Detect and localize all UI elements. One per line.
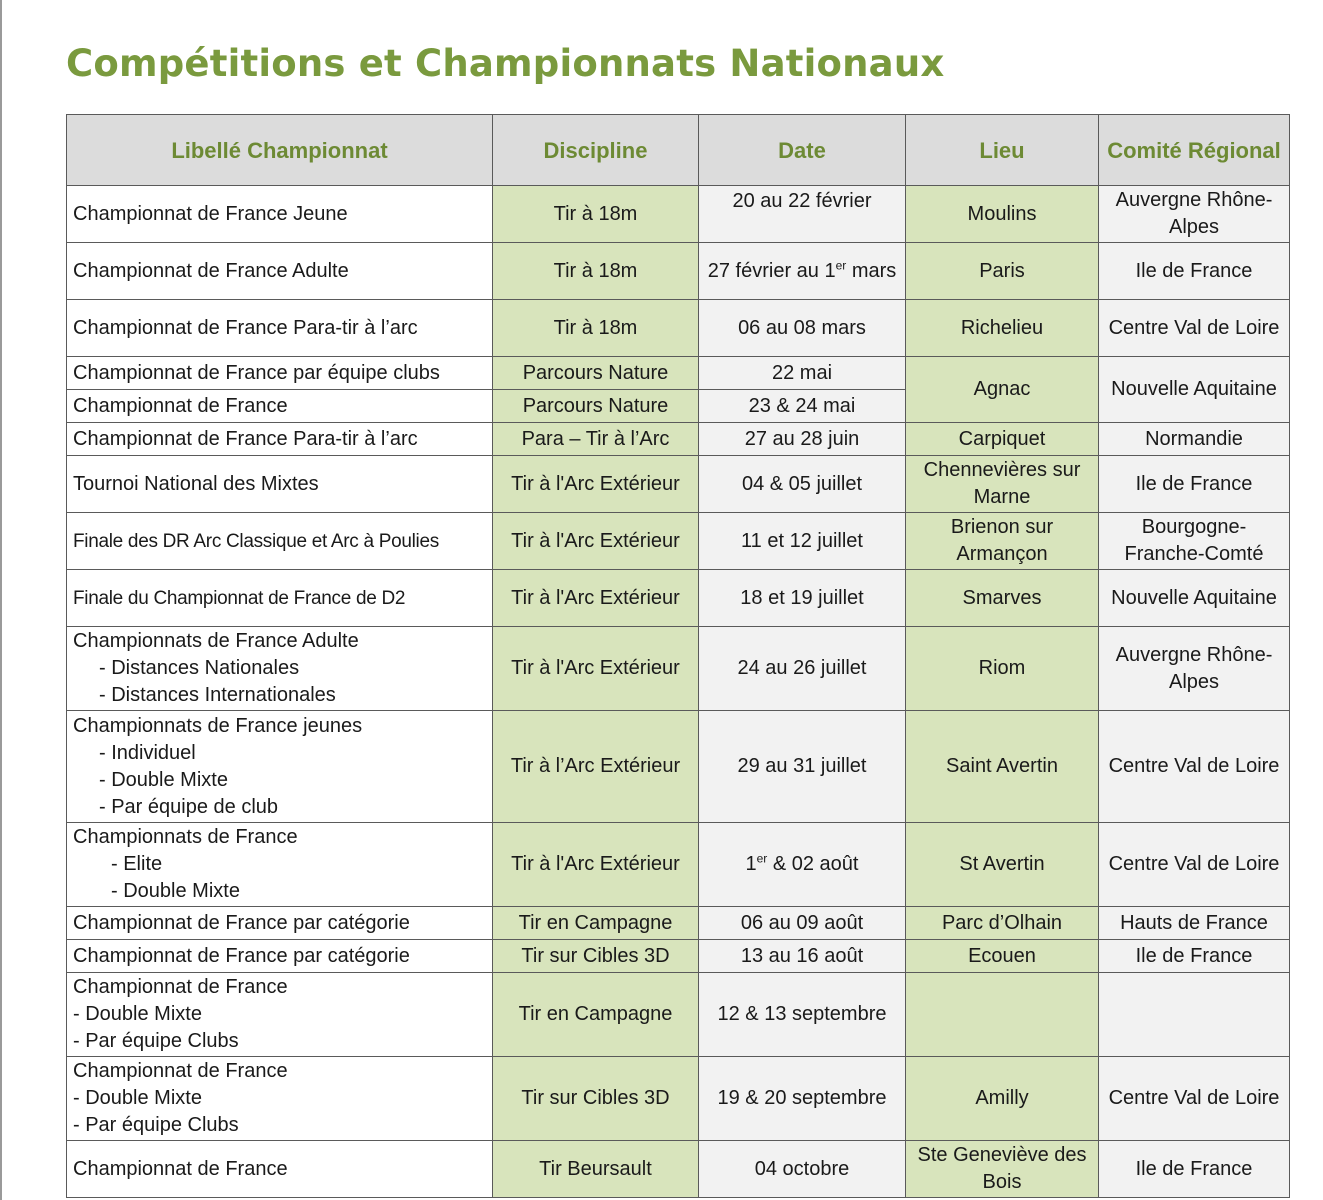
table-row: [67, 973, 1290, 1057]
cell-discipline: Tir à l'Arc Extérieur: [493, 627, 699, 711]
header-label: Libellé Championnat: [67, 115, 493, 186]
date-text: 27 février au 1: [707, 259, 836, 282]
cell-comite: Normandie: [1099, 423, 1290, 456]
cell-comite: Ile de France: [1099, 243, 1290, 300]
date-text-end: mars: [846, 259, 897, 282]
cell-discipline: Tir à 18m: [493, 186, 699, 243]
table-row: [67, 300, 1290, 357]
label-main: Championnats de France jeunes: [73, 714, 363, 737]
cell-discipline: Tir à l'Arc Extérieur: [493, 823, 699, 907]
cell-lieu: Moulins: [906, 186, 1099, 243]
label-sub-item: - Double Mixte: [73, 1003, 202, 1025]
cell-comite: Auvergne Rhône-Alpes: [1099, 186, 1290, 243]
header-lieu: Lieu: [906, 115, 1099, 186]
cell-date: 12 & 13 septembre: [699, 973, 906, 1057]
cell-lieu: Carpiquet: [906, 423, 1099, 456]
cell-comite: Nouvelle Aquitaine: [1099, 570, 1290, 627]
label-sub-item: - Elite: [111, 853, 163, 875]
cell-discipline: Tir sur Cibles 3D: [493, 940, 699, 973]
cell-date: 04 & 05 juillet: [699, 456, 906, 513]
cell-label: [67, 1057, 493, 1141]
cell-date: 29 au 31 juillet: [699, 711, 906, 823]
table-row: [67, 186, 1290, 243]
cell-label: [67, 823, 493, 907]
header-date: Date: [699, 115, 906, 186]
cell-label: Championnat de France par catégorie: [67, 907, 493, 940]
cell-lieu: St Avertin: [906, 823, 1099, 907]
label-sub-item: - Par équipe de club: [99, 795, 279, 818]
cell-discipline: Tir en Campagne: [493, 973, 699, 1057]
table-row: [67, 570, 1290, 627]
cell-label: Championnat de France Adulte: [67, 243, 493, 300]
date-superscript: er: [835, 257, 847, 272]
cell-discipline: Tir Beursault: [493, 1141, 699, 1198]
header-comite: Comité Régional: [1099, 115, 1290, 186]
cell-lieu: Brienon sur Armançon: [906, 513, 1099, 570]
cell-comite: Bourgogne-Franche-Comté: [1099, 513, 1290, 570]
label-main: Championnats de France: [73, 826, 298, 848]
cell-date: 27 au 28 juin: [699, 423, 906, 456]
cell-label: Finale du Championnat de France de D2: [67, 570, 493, 627]
table-row: [67, 456, 1290, 513]
table-row: [67, 823, 1290, 907]
table-row: [67, 940, 1290, 973]
cell-date: 04 octobre: [699, 1141, 906, 1198]
table-row: [67, 1057, 1290, 1141]
cell-date: 20 au 22 février: [699, 186, 906, 243]
cell-discipline: Tir sur Cibles 3D: [493, 1057, 699, 1141]
table-row: [67, 357, 1290, 390]
cell-discipline: Parcours Nature: [493, 390, 699, 423]
cell-comite: Ile de France: [1099, 940, 1290, 973]
cell-comite: Centre Val de Loire: [1099, 711, 1290, 823]
cell-date: 11 et 12 juillet: [699, 513, 906, 570]
label-sub-item: - Distances Internationales: [99, 684, 336, 706]
table-row: [67, 711, 1290, 823]
cell-date: 13 au 16 août: [699, 940, 906, 973]
cell-lieu: [906, 973, 1099, 1057]
cell-lieu: Saint Avertin: [906, 711, 1099, 823]
cell-comite: Ile de France: [1099, 1141, 1290, 1198]
label-sub-item: - Individuel: [99, 741, 196, 764]
cell-discipline: Parcours Nature: [493, 357, 699, 390]
cell-date: 18 et 19 juillet: [699, 570, 906, 627]
table-row: [67, 1141, 1290, 1198]
cell-date: 23 & 24 mai: [699, 390, 906, 423]
cell-comite: Ile de France: [1099, 456, 1290, 513]
date-text: 1: [745, 853, 757, 875]
cell-date: 06 au 09 août: [699, 907, 906, 940]
table-row: [67, 627, 1290, 711]
cell-label: Championnat de France Para-tir à l’arc: [67, 300, 493, 357]
page-left-border: [0, 0, 2, 1200]
cell-date: 19 & 20 septembre: [699, 1057, 906, 1141]
cell-date: [699, 243, 906, 300]
cell-comite: Auvergne Rhône-Alpes: [1099, 627, 1290, 711]
cell-discipline: Para – Tir à l’Arc: [493, 423, 699, 456]
cell-lieu: Agnac: [906, 357, 1099, 423]
page-title: Compétitions et Championnats Nationaux: [66, 42, 945, 85]
cell-lieu: Richelieu: [906, 300, 1099, 357]
cell-comite: Centre Val de Loire: [1099, 1057, 1290, 1141]
label-sub-item: - Par équipe Clubs: [73, 1114, 239, 1136]
table-row: [67, 513, 1290, 570]
label-sub-item: - Double Mixte: [73, 1087, 202, 1109]
cell-discipline: Tir à l'Arc Extérieur: [493, 513, 699, 570]
cell-comite: Centre Val de Loire: [1099, 300, 1290, 357]
cell-discipline: Tir à l’Arc Extérieur: [493, 711, 699, 823]
cell-lieu: Paris: [906, 243, 1099, 300]
label-sub-item: - Double Mixte: [111, 880, 240, 902]
cell-discipline: Tir à l'Arc Extérieur: [493, 456, 699, 513]
date-superscript: er: [756, 851, 768, 866]
cell-label: [67, 711, 493, 823]
label-main: Championnat de France: [73, 1060, 288, 1082]
cell-discipline: Tir à 18m: [493, 300, 699, 357]
cell-label: [67, 627, 493, 711]
table-row: [67, 423, 1290, 456]
cell-label: Championnat de France Para-tir à l’arc: [67, 423, 493, 456]
cell-date: 24 au 26 juillet: [699, 627, 906, 711]
table-row: [67, 243, 1290, 300]
cell-label: Finale des DR Arc Classique et Arc à Poulies: [67, 513, 493, 570]
label-main: Championnats de France Adulte: [73, 630, 359, 652]
cell-discipline: Tir à l'Arc Extérieur: [493, 570, 699, 627]
cell-discipline: Tir en Campagne: [493, 907, 699, 940]
cell-comite: Nouvelle Aquitaine: [1099, 357, 1290, 423]
label-sub-item: - Par équipe Clubs: [73, 1030, 239, 1052]
cell-label: Championnat de France: [67, 1141, 493, 1198]
cell-lieu: Chennevières sur Marne: [906, 456, 1099, 513]
table-header-row: [67, 115, 1290, 186]
cell-comite: Hauts de France: [1099, 907, 1290, 940]
cell-label: [67, 973, 493, 1057]
label-sub-item: - Distances Nationales: [99, 657, 300, 679]
cell-lieu: Riom: [906, 627, 1099, 711]
table-row: [67, 907, 1290, 940]
label-main: Championnat de France: [73, 976, 288, 998]
cell-label: Championnat de France par équipe clubs: [67, 357, 493, 390]
cell-label: Championnat de France par catégorie: [67, 940, 493, 973]
cell-lieu: Amilly: [906, 1057, 1099, 1141]
cell-label: Tournoi National des Mixtes: [67, 456, 493, 513]
cell-lieu: Ecouen: [906, 940, 1099, 973]
championship-table: [66, 114, 1290, 1198]
header-discipline: Discipline: [493, 115, 699, 186]
cell-lieu: Smarves: [906, 570, 1099, 627]
cell-comite: [1099, 973, 1290, 1057]
cell-lieu: Parc d’Olhain: [906, 907, 1099, 940]
cell-date: 06 au 08 mars: [699, 300, 906, 357]
cell-lieu: Ste Geneviève des Bois: [906, 1141, 1099, 1198]
cell-date: 22 mai: [699, 357, 906, 390]
cell-label: Championnat de France: [67, 390, 493, 423]
label-sub-item: - Double Mixte: [99, 768, 228, 791]
cell-comite: Centre Val de Loire: [1099, 823, 1290, 907]
cell-label: Championnat de France Jeune: [67, 186, 493, 243]
cell-discipline: Tir à 18m: [493, 243, 699, 300]
cell-date: [699, 823, 906, 907]
date-text-end: & 02 août: [767, 853, 859, 875]
